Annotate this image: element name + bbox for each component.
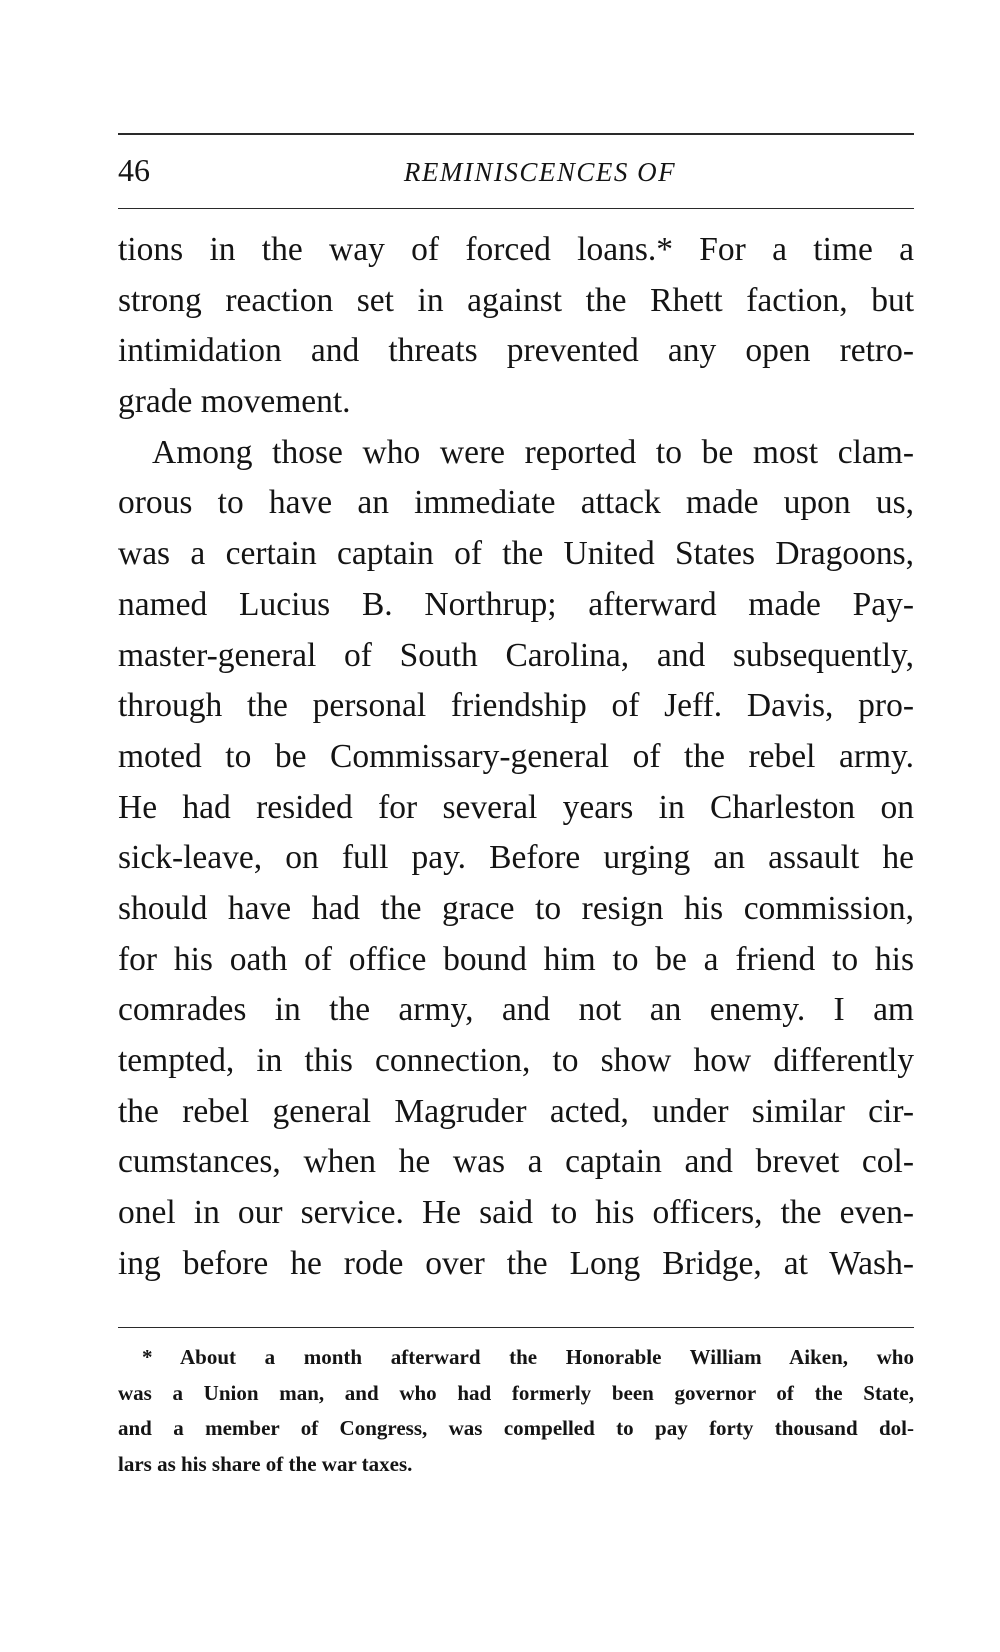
text-line: onel in our service. He said to his officers, the even-: [118, 1194, 914, 1232]
footnote: [118, 1340, 914, 1482]
footnote-rule: [118, 1327, 914, 1328]
text-line: strong reaction set in against the Rhett faction, but: [118, 281, 914, 319]
text-line: cumstances, when he was a captain and brevet col-: [118, 1143, 914, 1181]
running-head-title: REMINISCENCES OF: [403, 157, 677, 187]
footnote-line: lars as his share of the war taxes.: [118, 1451, 413, 1476]
text-line: ing before he rode over the Long Bridge, at Wash-: [118, 1244, 914, 1282]
text-line: He had resided for several years in Charleston on: [118, 788, 914, 826]
body-text: [118, 225, 914, 1289]
header-top-rule: [118, 133, 914, 135]
text-line: comrades in the army, and not an enemy. I am: [118, 991, 914, 1029]
text-line: grade movement.: [118, 383, 351, 421]
text-line: tions in the way of forced loans.* For a time a: [118, 231, 914, 268]
header-bottom-rule: [118, 208, 914, 209]
text-line: should have had the grace to resign his commission,: [118, 889, 914, 927]
text-line: sick-leave, on full pay. Before urging an assault he: [118, 839, 914, 877]
paragraph-start-line: Among those who were reported to be most clam-: [152, 433, 914, 471]
page-number: 46: [118, 152, 150, 188]
text-line: moted to be Commissary-general of the rebel army.: [118, 737, 914, 775]
text-line: for his oath of office bound him to be a friend to his: [118, 940, 914, 978]
text-line: tempted, in this connection, to show how differently: [118, 1042, 914, 1079]
text-line: intimidation and threats prevented any open retro-: [118, 332, 914, 370]
footnote-line: and a member of Congress, was compelled to pay forty thousand dol-: [118, 1416, 914, 1440]
text-line: through the personal friendship of Jeff. Davis, pro-: [118, 687, 914, 725]
text-line: the rebel general Magruder acted, under similar cir-: [118, 1092, 914, 1130]
text-line: was a certain captain of the United States Dragoons,: [118, 535, 914, 573]
text-line: orous to have an immediate attack made upon us,: [118, 484, 914, 522]
footnote-line: was a Union man, and who had formerly been governor of the State,: [118, 1380, 914, 1405]
text-line: named Lucius B. Northrup; afterward made Pay-: [118, 585, 914, 623]
footnote-line: * About a month afterward the Honorable William Aiken, who: [142, 1345, 914, 1369]
text-line: master-general of South Carolina, and subsequently,: [118, 636, 914, 674]
